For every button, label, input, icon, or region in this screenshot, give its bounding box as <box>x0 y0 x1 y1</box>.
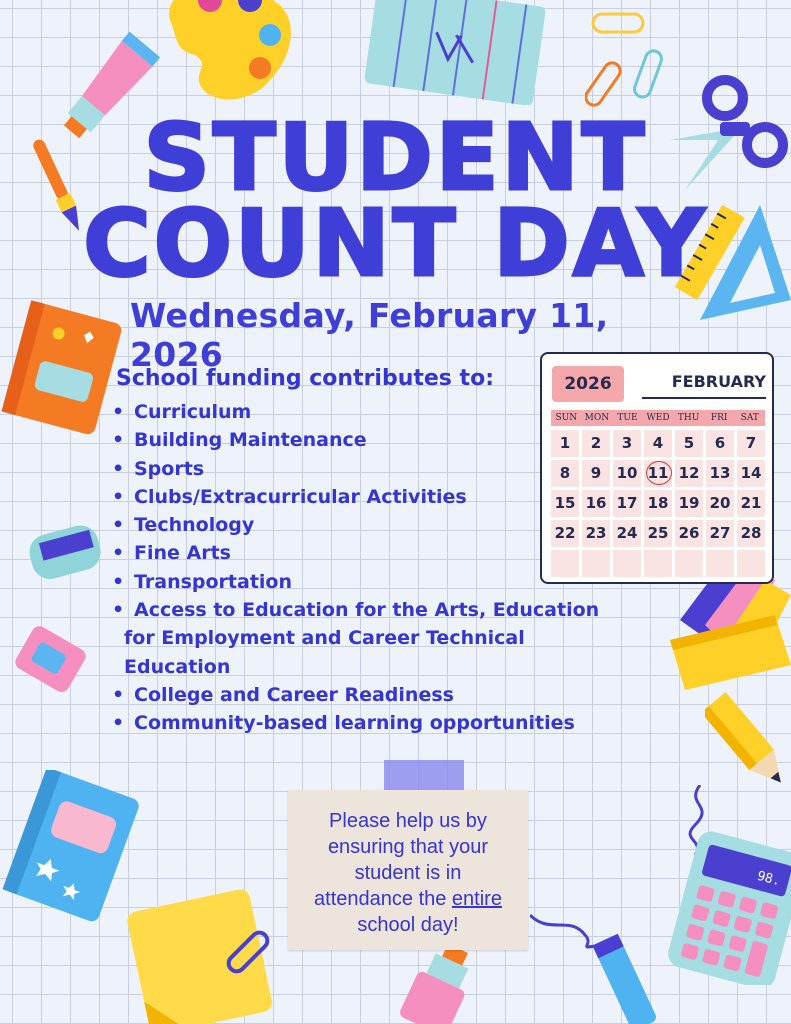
pencil-sharpener-icon <box>8 620 93 700</box>
calculator-display: 98. <box>755 868 783 890</box>
calendar-day: 22 <box>551 520 579 547</box>
calendar-year: 2026 <box>552 366 624 402</box>
calendar-day: 8 <box>551 460 579 487</box>
calendar-day: 10 <box>613 460 641 487</box>
note-line: student is in <box>354 862 462 884</box>
calendar-day-highlighted: 11 <box>644 460 672 487</box>
calendar-day: 27 <box>706 520 734 547</box>
note-line <box>288 886 528 912</box>
funding-heading: School funding contributes to: <box>116 366 494 391</box>
list-item: • Building Maintenance <box>108 426 608 454</box>
calendar-day: 14 <box>737 460 765 487</box>
title-line-1: STUDENT <box>143 104 648 211</box>
list-item: • Transportation <box>108 568 608 596</box>
notepad-icon <box>360 0 550 105</box>
glue-bottle-icon <box>395 945 490 1024</box>
calendar-day: 28 <box>737 520 765 547</box>
calendar-day: 21 <box>737 490 765 517</box>
calendar-day: 3 <box>613 430 641 457</box>
list-item: • Curriculum <box>108 398 608 426</box>
title-line-2: COUNT DAY <box>83 190 708 297</box>
calendar-empty-cell <box>706 550 734 577</box>
calendar-day: 25 <box>644 520 672 547</box>
calendar-empty-cell <box>737 550 765 577</box>
attendance-note <box>288 790 528 950</box>
funding-list <box>108 398 608 738</box>
calendar-day: 18 <box>644 490 672 517</box>
pen-icon <box>530 905 660 1024</box>
pencil-icon <box>705 690 791 800</box>
calendar-day: 20 <box>706 490 734 517</box>
note-line: school day! <box>357 914 459 936</box>
calendar-day: 13 <box>706 460 734 487</box>
calendar-day: 17 <box>613 490 641 517</box>
sticky-note-icon <box>110 880 280 1024</box>
calendar-empty-cell <box>675 550 703 577</box>
calendar-day: 6 <box>706 430 734 457</box>
weekday-label: THU <box>677 413 700 423</box>
calendar-day: 15 <box>551 490 579 517</box>
weekday-label: SAT <box>740 413 759 423</box>
list-item: • Fine Arts <box>108 539 608 567</box>
attendance-note-text <box>288 808 528 938</box>
calendar-day: 4 <box>644 430 672 457</box>
note-line: Please help us by <box>329 810 487 832</box>
paperclip-icon <box>585 10 675 110</box>
note-line-text: attendance the <box>314 888 452 910</box>
list-item: • Sports <box>108 455 608 483</box>
calendar <box>540 352 774 584</box>
weekday-label: MON <box>584 413 610 423</box>
weekday-label: SUN <box>555 413 578 423</box>
list-item: • Clubs/Extracurricular Activities <box>108 483 608 511</box>
weekday-label: FRI <box>710 413 728 423</box>
calendar-empty-cell <box>644 550 672 577</box>
calendar-empty-cell <box>582 550 610 577</box>
weekday-label: WED <box>646 413 670 423</box>
weekday-label: TUE <box>617 413 638 423</box>
calendar-days <box>551 430 765 577</box>
calendar-day: 16 <box>582 490 610 517</box>
calendar-day: 7 <box>737 430 765 457</box>
paint-palette-icon <box>150 0 300 110</box>
calendar-empty-cell <box>551 550 579 577</box>
calendar-weekdays <box>551 410 765 426</box>
calendar-month: FEBRUARY <box>642 372 766 399</box>
calculator-icon <box>665 785 791 985</box>
list-item: • College and Career Readiness <box>108 681 608 709</box>
calendar-day: 2 <box>582 430 610 457</box>
calendar-day: 5 <box>675 430 703 457</box>
list-item: • Community-based learning opportunities <box>108 709 608 737</box>
calendar-day: 26 <box>675 520 703 547</box>
list-item: • Access to Education for the Arts, Education for Employment and Career Technical Education <box>108 596 608 681</box>
calendar-empty-cell <box>613 550 641 577</box>
calendar-day: 24 <box>613 520 641 547</box>
event-date: Wednesday, February 11, 2026 <box>130 296 609 374</box>
notebook-icon <box>0 295 125 440</box>
calendar-day: 9 <box>582 460 610 487</box>
calendar-day: 1 <box>551 430 579 457</box>
calendar-day: 23 <box>582 520 610 547</box>
calendar-day: 19 <box>675 490 703 517</box>
note-line: ensuring that your <box>327 836 489 858</box>
calendar-day: 12 <box>675 460 703 487</box>
eraser-icon <box>22 515 107 590</box>
list-item: • Technology <box>108 511 608 539</box>
note-emphasis: entire <box>451 888 502 910</box>
